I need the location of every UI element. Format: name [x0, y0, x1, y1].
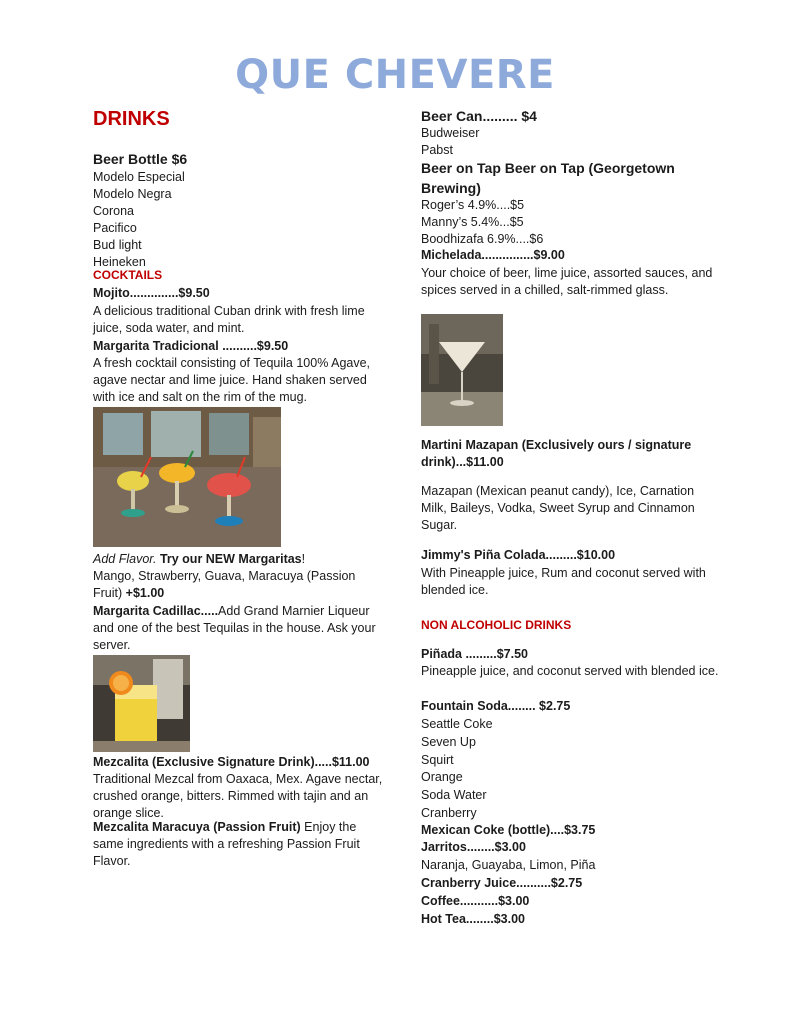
pina-colada-name: Jimmy's Piña Colada.........$10.00	[421, 548, 616, 562]
list-item: Budweiser	[421, 126, 480, 140]
list-item: Modelo Especial	[93, 170, 185, 184]
mexican-coke-item: Mexican Coke (bottle)....$3.75	[421, 823, 596, 837]
cranberry-juice-item: Cranberry Juice..........$2.75	[421, 876, 583, 890]
fountain-soda-list	[421, 716, 721, 823]
mezcalita-maracuya-name: Mezcalita Maracuya (Passion Fruit)	[93, 820, 301, 834]
martini-desc: Mazapan (Mexican peanut candy), Ice, Carnation Milk, Baileys, Vodka, Sweet Syrup and Cinnamon Sugar.	[421, 484, 695, 532]
jarritos-desc: Naranja, Guayaba, Limon, Piña	[421, 858, 596, 872]
add-flavor-end: !	[301, 552, 306, 566]
coffee-item: Coffee...........$3.00	[421, 894, 530, 908]
cadillac-item	[93, 603, 383, 654]
margarita-name: Margarita Tradicional ..........$9.50	[93, 339, 289, 353]
list-item: Pacifico	[93, 221, 137, 235]
mezcalita-maracuya-desc: Enjoy the same ingredients with a refreshing Passion Fruit Flavor.	[93, 820, 360, 868]
list-item: Seven Up	[421, 734, 476, 749]
list-item: Orange	[421, 770, 463, 785]
list-item: Boodhizafa 6.9%....$6	[421, 232, 544, 246]
non-alcoholic-heading: NON ALCOHOLIC DRINKS	[421, 618, 572, 632]
fountain-soda-name: Fountain Soda........ $2.75	[421, 699, 571, 713]
mezcalita-desc: Traditional Mezcal from Oaxaca, Mex. Agave nectar, crushed orange, bitters. Rimmed with tajin and an orange slice.	[93, 772, 383, 820]
mojito-desc: A delicious traditional Cuban drink with fresh lime juice, soda water, and mint.	[93, 304, 365, 335]
beer-bottle-list	[93, 169, 383, 271]
mojito-name: Mojito..............$9.50	[93, 286, 210, 300]
list-item: Roger’s 4.9%....$5	[421, 198, 525, 212]
beer-bottle-heading: Beer Bottle $6	[93, 151, 188, 167]
hot-tea-item: Hot Tea........$3.00	[421, 912, 525, 926]
cadillac-desc: Add Grand Marnier Liqueur and one of the best Tequilas in the house. Ask your server.	[93, 604, 376, 652]
mezcalita-photo	[93, 655, 190, 752]
list-item: Bud light	[93, 238, 142, 252]
pina-colada-desc: With Pineapple juice, Rum and coconut served with blended ice.	[421, 566, 706, 597]
beer-tap-list	[421, 197, 721, 248]
michelada-desc: Your choice of beer, lime juice, assorted sauces, and spices served in a chilled, salt-rimmed glass.	[421, 266, 713, 297]
beer-can-list	[421, 125, 721, 159]
pinada-desc: Pineapple juice, and coconut served with blended ice.	[421, 664, 719, 678]
list-item: Seattle Coke	[421, 717, 493, 731]
list-item: Modelo Negra	[93, 187, 172, 201]
menu-title: QUE CHEVERE	[235, 52, 555, 98]
pinada-name: Piñada .........$7.50	[421, 647, 528, 661]
cadillac-name: Margarita Cadillac.....	[93, 604, 219, 618]
martini-name: Martini Mazapan (Exclusively ours / signature drink)...$11.00	[421, 438, 692, 469]
add-flavor-italic: Add Flavor.	[93, 552, 157, 566]
new-margaritas-label: Try our NEW Margaritas	[159, 552, 302, 566]
list-item: Manny’s 5.4%...$5	[421, 215, 524, 229]
add-flavor-line	[93, 551, 383, 568]
list-item: Soda Water	[421, 788, 487, 803]
beer-can-heading: Beer Can......... $4	[421, 108, 537, 124]
martini-photo	[421, 314, 503, 426]
flavor-price: +$1.00	[125, 586, 165, 600]
mezcalita-name: Mezcalita (Exclusive Signature Drink).....$11.00	[93, 755, 370, 769]
flavors-line	[93, 568, 383, 602]
margaritas-photo	[93, 407, 281, 547]
list-item: Cranberry	[421, 805, 477, 820]
drinks-heading: DRINKS	[93, 108, 170, 130]
mezcalita-maracuya-item	[93, 819, 383, 870]
list-item: Corona	[93, 204, 134, 218]
list-item: Pabst	[421, 143, 453, 157]
flavors-list: Mango, Strawberry, Guava, Maracuya (Passion Fruit)	[93, 569, 356, 600]
list-item: Heineken	[93, 255, 146, 269]
list-item: Squirt	[421, 752, 454, 767]
michelada-name: Michelada...............$9.00	[421, 248, 565, 262]
cocktails-heading: COCKTAILS	[93, 268, 163, 282]
jarritos-name: Jarritos........$3.00	[421, 840, 526, 854]
margarita-desc: A fresh cocktail consisting of Tequila 100% Agave, agave nectar and lime juice. Hand shaken served with ice and salt on the rim of the mug.	[93, 356, 371, 404]
beer-tap-heading: Beer on Tap Beer on Tap (Georgetown Brewing)	[421, 160, 675, 196]
